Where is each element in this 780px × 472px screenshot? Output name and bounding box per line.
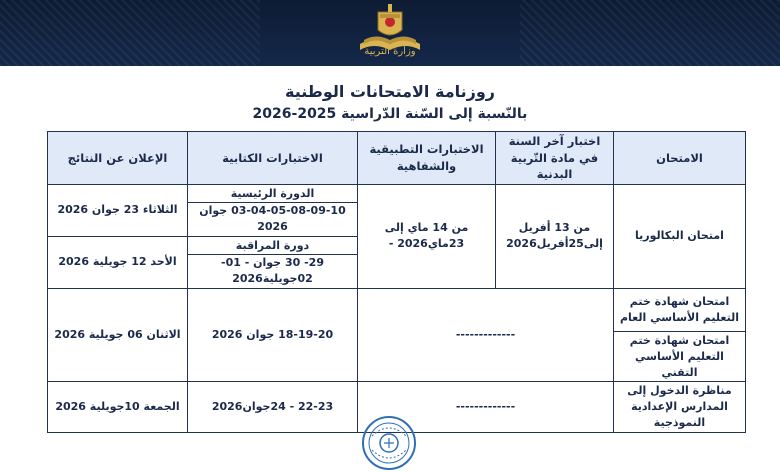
retake-session-label: دورة المراقبة: [188, 238, 357, 255]
prep-schools-exam-cell: مناظرة الدخول إلى المدارس الإعدادية النموذجية: [614, 382, 746, 433]
page-subtitle: بالنّسبة إلى السّنة الدّراسية 2025-2026: [252, 106, 528, 122]
prep-schools-results-cell: الجمعة 10جويلية 2026: [48, 382, 188, 433]
bac-main-session-cell: [188, 185, 358, 237]
column-header-results: الإعلان عن النتائج: [48, 132, 188, 185]
retake-session-dates: 29- 30 جوان - 01- 02جويلية2026: [221, 255, 324, 285]
header-row: [48, 132, 746, 185]
bac-practical-oral-cell: من 14 ماي إلى 23ماي2026 -: [358, 185, 496, 289]
prep-schools-written-cell: 22-23 - 24جوان2026: [188, 382, 358, 433]
bac-retake-results: الأحد 12 جويلية 2026: [48, 236, 188, 288]
table-row: [48, 185, 746, 237]
bac-exam-cell: امتحان البكالوريا: [614, 185, 746, 289]
official-stamp-icon: [360, 414, 418, 472]
basic-cert-written-cell: 18-19-20 جوان 2026: [188, 288, 358, 382]
basic-cert-pe-practical-cell: -------------: [358, 288, 614, 382]
column-header-exam: الامتحان: [614, 132, 746, 185]
basic-cert-results-cell: الاثنان 06 جويلية 2026: [48, 288, 188, 382]
bac-main-session-results: الثلاثاء 23 جوان 2026: [48, 185, 188, 237]
table-row: [48, 288, 746, 331]
basic-cert-technical-cell: امتحان شهادة ختم التعليم الأساسي التقني: [614, 331, 746, 382]
exam-schedule-table: [47, 131, 746, 433]
column-header-practical-oral: الاختبارات التطبيقية والشفاهية: [358, 132, 496, 185]
prep-schools-pe-practical-cell: -------------: [358, 382, 614, 433]
column-header-pe-test: اختبار آخر السنة في مادة التّربية البدنية: [496, 132, 614, 185]
ministry-name: وزارة التربية: [364, 46, 416, 57]
bac-pe-test-cell: من 13 أفريل إلى25أفريل2026: [496, 185, 614, 289]
basic-cert-general-cell: امتحان شهادة ختم التعليم الأساسي العام: [614, 288, 746, 331]
bac-retake-session-cell: [188, 236, 358, 288]
page-title: روزنامة الامتحانات الوطنية: [285, 82, 495, 101]
main-session-dates: 03-04-05-08-09-10 جوان 2026: [199, 203, 346, 233]
column-header-written: الاختبارات الكتابية: [188, 132, 358, 185]
main-session-label: الدورة الرئيسية: [188, 186, 357, 203]
